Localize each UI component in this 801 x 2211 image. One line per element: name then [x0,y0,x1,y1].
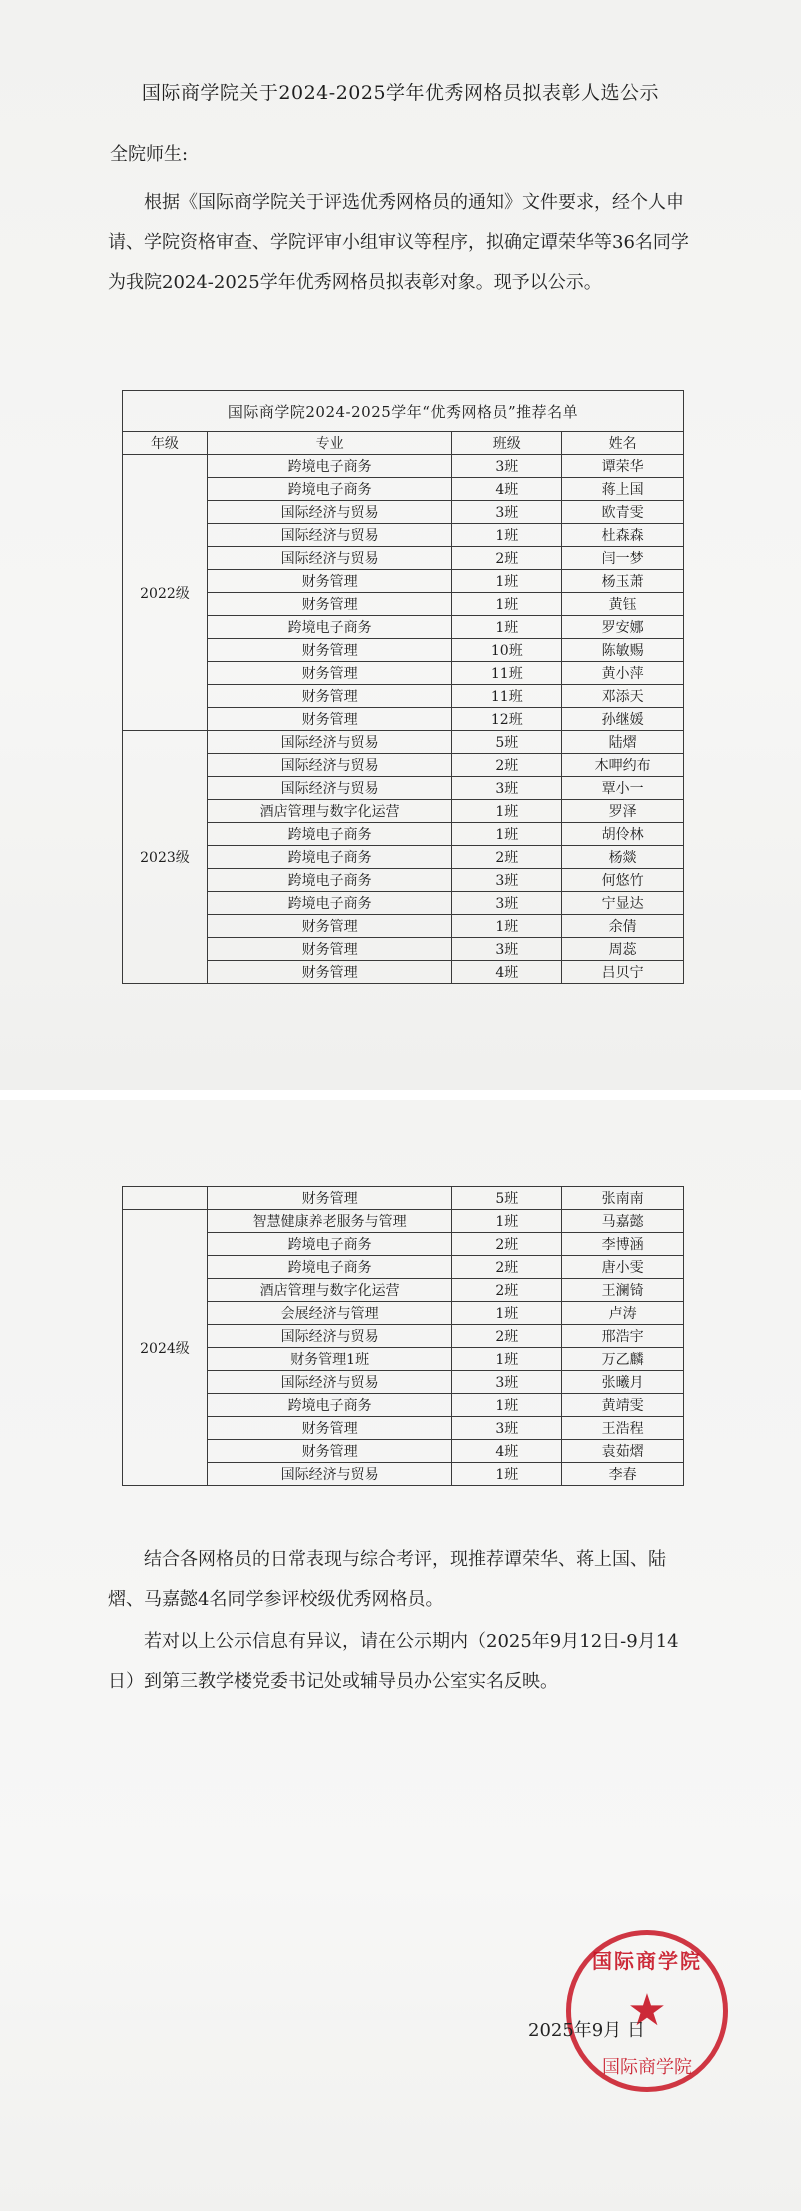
major-cell: 跨境电子商务 [207,1233,452,1256]
page-two [0,1100,801,2211]
name-cell: 王浩程 [562,1417,684,1440]
seal-bottom-text: 国际商学院 [602,2057,692,2078]
class-cell: 1班 [452,1302,562,1325]
name-cell: 木呷约布 [562,754,684,777]
major-cell: 跨境电子商务 [207,1256,452,1279]
class-cell: 2班 [452,1279,562,1302]
major-cell: 会展经济与管理 [207,1302,452,1325]
table-row [123,501,684,524]
table-row [123,892,684,915]
class-cell: 2班 [452,1325,562,1348]
name-cell: 周蕊 [562,938,684,961]
class-cell: 1班 [452,570,562,593]
class-cell: 1班 [452,616,562,639]
name-cell: 张曦月 [562,1371,684,1394]
major-cell: 国际经济与贸易 [207,501,452,524]
recommendation-paragraph: 结合各网格员的日常表现与综合考评，现推荐谭荣华、蒋上国、陆熠、马嘉懿4名同学参评校级优秀网格员。 [108,1549,666,1610]
major-cell: 酒店管理与数字化运营 [207,800,452,823]
table-row [123,1302,684,1325]
name-cell: 欧青雯 [562,501,684,524]
name-cell: 邓添天 [562,685,684,708]
grade-cell: 2023级 [123,731,208,984]
name-cell: 吕贝宁 [562,961,684,984]
name-cell: 万乙麟 [562,1348,684,1371]
class-cell: 1班 [452,1348,562,1371]
table-row [123,823,684,846]
major-cell: 国际经济与贸易 [207,754,452,777]
header-grade: 年级 [123,432,208,455]
page-one [0,0,801,1090]
name-cell: 陈敏赐 [562,639,684,662]
class-cell: 2班 [452,1233,562,1256]
class-cell: 1班 [452,823,562,846]
class-cell: 11班 [452,662,562,685]
class-cell: 1班 [452,593,562,616]
name-cell: 罗泽 [562,800,684,823]
class-cell: 1班 [452,915,562,938]
major-cell: 跨境电子商务 [207,616,452,639]
major-cell: 跨境电子商务 [207,823,452,846]
name-cell: 孙继媛 [562,708,684,731]
class-cell: 5班 [452,731,562,754]
table-row [123,1233,684,1256]
table-row [123,570,684,593]
major-cell: 跨境电子商务 [207,869,452,892]
class-cell: 2班 [452,1256,562,1279]
official-seal [566,1930,728,2092]
major-cell: 国际经济与贸易 [207,731,452,754]
class-cell: 3班 [452,892,562,915]
major-cell: 国际经济与贸易 [207,1325,452,1348]
name-cell: 谭荣华 [562,455,684,478]
class-cell: 3班 [452,1371,562,1394]
table-row [123,1348,684,1371]
table-row [123,1325,684,1348]
major-cell: 财务管理 [207,938,452,961]
name-cell: 邢浩宇 [562,1325,684,1348]
grade-cell: 2022级 [123,455,208,731]
major-cell: 财务管理 [207,593,452,616]
table-row [123,961,684,984]
nominee-table-part-2 [122,1186,684,1486]
class-cell: 3班 [452,938,562,961]
major-cell: 财务管理 [207,685,452,708]
major-cell: 国际经济与贸易 [207,1463,452,1486]
table-row [123,455,684,478]
name-cell: 王澜锜 [562,1279,684,1302]
table-row [123,1371,684,1394]
name-cell: 黄钰 [562,593,684,616]
grade-2024-rows [123,1210,684,1486]
class-cell: 3班 [452,1417,562,1440]
class-cell: 11班 [452,685,562,708]
table-row [123,662,684,685]
major-cell: 财务管理 [207,915,452,938]
class-cell: 3班 [452,455,562,478]
major-cell: 国际经济与贸易 [207,777,452,800]
table-row [123,616,684,639]
table-row [123,1394,684,1417]
grade-2023-rows [123,731,684,984]
major-cell: 跨境电子商务 [207,1394,452,1417]
class-cell: 4班 [452,961,562,984]
name-cell: 袁茹熠 [562,1440,684,1463]
grade-2023-continued-rows [123,1187,684,1210]
name-cell: 闫一梦 [562,547,684,570]
class-cell: 2班 [452,754,562,777]
major-cell: 财务管理 [207,1187,452,1210]
major-cell: 财务管理 [207,1417,452,1440]
table-caption: 国际商学院2024-2025学年“优秀网格员”推荐名单 [123,391,684,432]
name-cell: 黄靖雯 [562,1394,684,1417]
name-cell: 蒋上国 [562,478,684,501]
name-cell: 杨玉萧 [562,570,684,593]
name-cell: 李博涵 [562,1233,684,1256]
header-name: 姓名 [562,432,684,455]
name-cell: 罗安娜 [562,616,684,639]
table-row [123,754,684,777]
table-row [123,593,684,616]
major-cell: 财务管理 [207,708,452,731]
major-cell: 跨境电子商务 [207,846,452,869]
table-row [123,846,684,869]
nominee-table-part-1 [122,390,684,984]
table-row [123,777,684,800]
name-cell: 宁显达 [562,892,684,915]
table-row [123,1187,684,1210]
major-cell: 跨境电子商务 [207,478,452,501]
table-row [123,478,684,501]
header-class: 班级 [452,432,562,455]
objection-paragraph: 若对以上公示信息有异议，请在公示期内（2025年9月12日-9月14日）到第三教学楼党委书记处或辅导员办公室实名反映。 [108,1631,679,1692]
table-row [123,524,684,547]
major-cell: 财务管理 [207,961,452,984]
name-cell: 唐小雯 [562,1256,684,1279]
class-cell: 5班 [452,1187,562,1210]
seal-star-icon: ★ [627,1985,667,2036]
table-row [123,547,684,570]
major-cell: 智慧健康养老服务与管理 [207,1210,452,1233]
table-row [123,1210,684,1233]
name-cell: 杜森森 [562,524,684,547]
table-row [123,869,684,892]
class-cell: 3班 [452,869,562,892]
major-cell: 财务管理1班 [207,1348,452,1371]
major-cell: 跨境电子商务 [207,455,452,478]
name-cell: 张南南 [562,1187,684,1210]
major-cell: 财务管理 [207,1440,452,1463]
name-cell: 马嘉懿 [562,1210,684,1233]
document-date: 2025年9月 日 [528,2020,645,2041]
major-cell: 跨境电子商务 [207,892,452,915]
class-cell: 1班 [452,1394,562,1417]
table-row [123,708,684,731]
table-row [123,800,684,823]
name-cell: 余倩 [562,915,684,938]
document-title: 国际商学院关于2024-2025学年优秀网格员拟表彰人选公示 [141,82,660,104]
table-row [123,1463,684,1486]
major-cell: 酒店管理与数字化运营 [207,1279,452,1302]
salutation: 全院师生: [110,144,189,165]
class-cell: 2班 [452,547,562,570]
name-cell: 何悠竹 [562,869,684,892]
name-cell: 杨燚 [562,846,684,869]
class-cell: 1班 [452,524,562,547]
name-cell: 黄小萍 [562,662,684,685]
intro-paragraph: 根据《国际商学院关于评选优秀网格员的通知》文件要求，经个人申请、学院资格审查、学院评审小组审议等程序，拟确定谭荣华等36名同学为我院2024-2025学年优秀网格员拟表彰对象。现予以公示。 [108,192,689,293]
page-gap [0,1090,801,1100]
class-cell: 2班 [452,846,562,869]
grade-cell: 2024级 [123,1210,208,1486]
seal-top-text: 国际商学院 [592,1949,702,1973]
name-cell: 卢涛 [562,1302,684,1325]
grade-cell [123,1187,208,1210]
table-row [123,639,684,662]
table-row [123,731,684,754]
name-cell: 胡伶林 [562,823,684,846]
header-major: 专业 [207,432,452,455]
table-row [123,1279,684,1302]
major-cell: 财务管理 [207,639,452,662]
major-cell: 国际经济与贸易 [207,1371,452,1394]
name-cell: 覃小一 [562,777,684,800]
class-cell: 1班 [452,1463,562,1486]
class-cell: 4班 [452,478,562,501]
grade-2022-rows [123,455,684,731]
major-cell: 国际经济与贸易 [207,547,452,570]
table-row [123,915,684,938]
table-row [123,685,684,708]
class-cell: 1班 [452,800,562,823]
class-cell: 3班 [452,501,562,524]
class-cell: 4班 [452,1440,562,1463]
table-row [123,938,684,961]
table-header-row [123,432,684,455]
class-cell: 12班 [452,708,562,731]
class-cell: 1班 [452,1210,562,1233]
class-cell: 3班 [452,777,562,800]
table-row [123,1440,684,1463]
major-cell: 财务管理 [207,570,452,593]
table-row [123,1256,684,1279]
name-cell: 陆熠 [562,731,684,754]
class-cell: 10班 [452,639,562,662]
name-cell: 李春 [562,1463,684,1486]
table-row [123,1417,684,1440]
major-cell: 财务管理 [207,662,452,685]
major-cell: 国际经济与贸易 [207,524,452,547]
